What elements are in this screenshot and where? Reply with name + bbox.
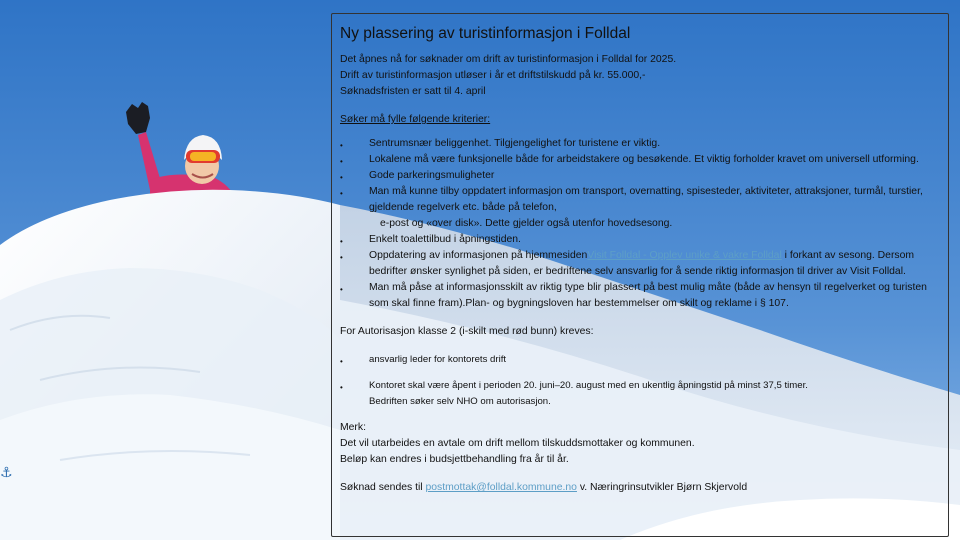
intro-line: Søknadsfristen er satt til 4. april	[340, 86, 486, 97]
list-item: • Lokalene må være funksjonelle både for arbeidstakere og besøkende. Et viktig forholder kravet om universell utforming.	[340, 152, 940, 168]
list-item: • Enkelt toalettilbud i åpningstiden.	[340, 232, 940, 248]
merk-line: Beløp kan endres i budsjettbehandling fra år til år.	[340, 454, 569, 465]
list-item-continuation: e-post og «over disk». Dette gjelder også utenfor hovedsesong.	[380, 218, 673, 229]
intro-line: Drift av turistinformasjon utløser i år et driftstilskudd på kr. 55.000,-	[340, 70, 646, 81]
merk-label: Merk:	[340, 422, 366, 433]
list-item: • Man må kunne tilby oppdatert informasjon om transport, overnatting, spisesteder, aktiviteter, attraksjoner, turmål, turstier, gjeldende regelverk etc. både på telefon, e-post og «over disk». Dette gjelder også utenfor hovedsesong.	[340, 184, 940, 232]
klasse-heading: For Autorisasjon klasse 2 (i-skilt med rød bunn) kreves:	[340, 326, 594, 337]
anchor-icon: ⚓	[0, 464, 13, 480]
email-link[interactable]: postmottak@folldal.kommune.no	[425, 482, 577, 493]
text-box[interactable]	[331, 13, 949, 537]
list-item: • Oppdatering av informasjonen på hjemmesidenVisit Folldal - Opplev unike & vakre Folldal i forkant av sesong. Dersom bedrifter ønsker synlighet på siden, er bedriftene selv ansvarlig for å sende riktig informasjon til driver av Visit Folldal.	[340, 248, 940, 280]
list-item: • ansvarlig leder for kontorets drift	[340, 352, 940, 368]
slide-title: Ny plassering av turistinformasjon i Folldal	[340, 25, 631, 42]
contact-line: Søknad sendes til postmottak@folldal.kommune.no v. Næringrinsutvikler Bjørn Skjervold	[340, 482, 748, 493]
list-item: • Man må påse at informasjonsskilt av riktig type blir plassert på best mulig måte (både av hensyn til regelverket og turisten som skal finne fram).Plan- og bygningsloven har bestemmelser om skilt og reklame i § 107.	[340, 280, 940, 312]
intro-line: Det åpnes nå for søknader om drift av turistinformasjon i Folldal for 2025.	[340, 54, 677, 65]
list-item: • Gode parkeringsmuligheter	[340, 168, 940, 184]
klasse-list	[340, 352, 940, 410]
list-item: • Kontoret skal være åpent i perioden 20. juni–20. august med en ukentlig åpningstid på minst 37,5 timer. Bedriften søker selv NHO om autorisasjon.	[340, 378, 940, 410]
list-item-continuation: Bedriften søker selv NHO om autorisasjon.	[369, 396, 551, 407]
merk-line: Det vil utarbeides en avtale om drift mellom tilskuddsmottaker og kommunen.	[340, 438, 695, 449]
criteria-heading: Søker må fylle følgende kriterier:	[340, 114, 491, 125]
criteria-list	[340, 136, 940, 312]
list-item: • Sentrumsnær beliggenhet. Tilgjengelighet for turistene er viktig.	[340, 136, 940, 152]
visit-folldal-link[interactable]: Visit Folldal - Opplev unike & vakre Folldal	[587, 250, 782, 261]
